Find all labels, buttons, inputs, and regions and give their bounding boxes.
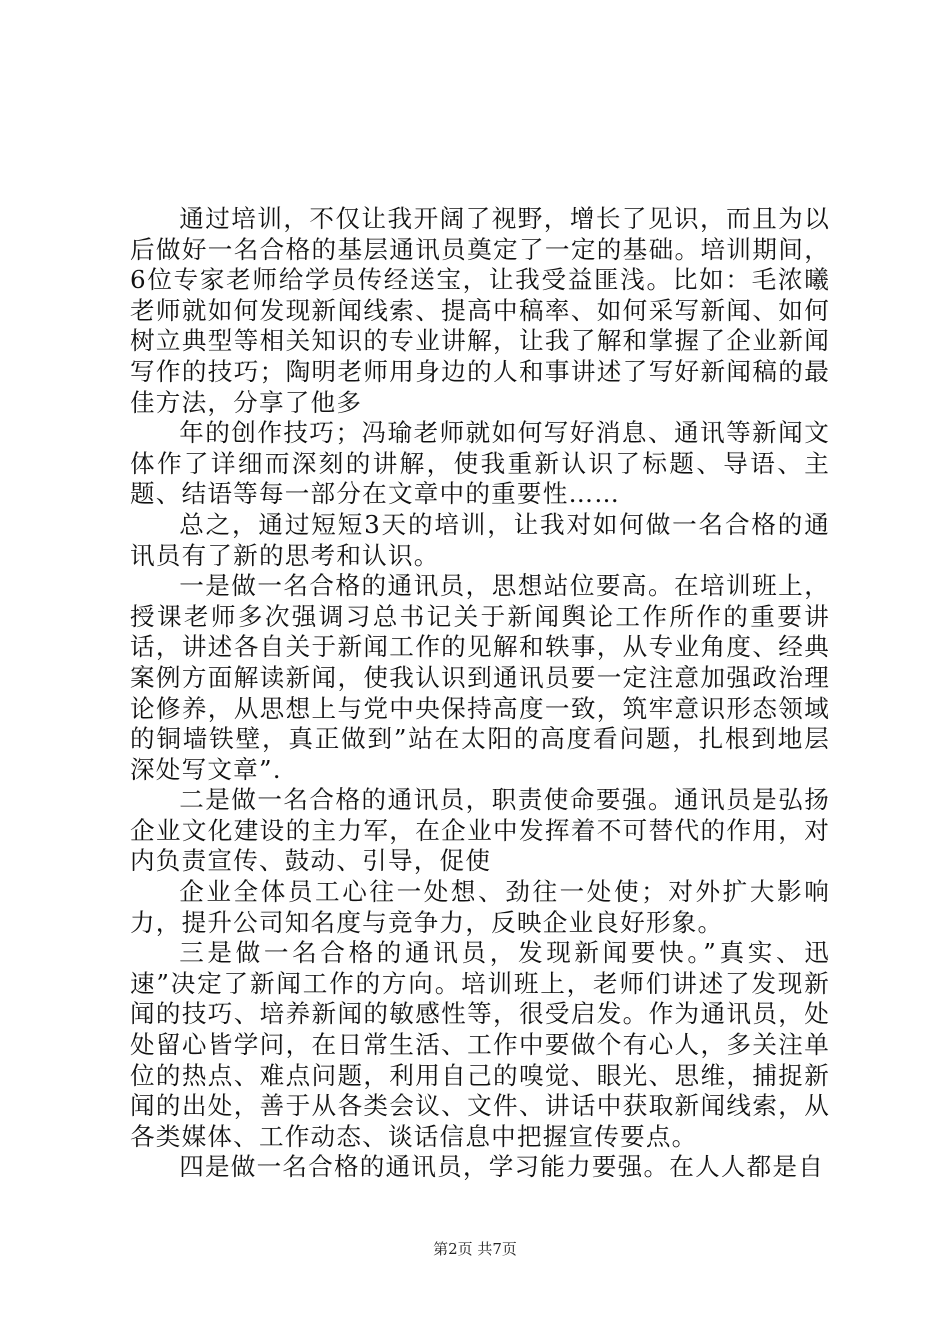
paragraph-point-two: 二是做一名合格的通讯员，职责使命要强。通讯员是弘扬企业文化建设的主力军，在企业中发挥着不可替代的作用，对内负责宣传、鼓动、引导，促使 [130, 785, 830, 876]
paragraph-point-two-continued: 企业全体员工心往一处想、劲往一处使；对外扩大影响力，提升公司知名度与竞争力，反映企业良好形象。 [130, 877, 830, 937]
paragraph-point-three: 三是做一名合格的通讯员，发现新闻要快。”真实、迅速”决定了新闻工作的方向。培训班上，老师们讲述了发现新闻的技巧、培养新闻的敏感性等，很受启发。作为通讯员，处处留心皆学问，在日常生活、工作中要做个有心人，多关注单位的热点、难点问题，利用自己的嗅觉、眼光、思维，捕捉新闻的出处，善于从各类会议、文件、讲话中获取新闻线索，从各类媒体、工作动态、谈话信息中把握宣传要点。 [130, 938, 830, 1151]
page-footer: 第2页 共7页 [433, 1240, 517, 1258]
document-body [130, 204, 830, 1183]
paragraph-creative-skills: 年的创作技巧；冯瑜老师就如何写好消息、通讯等新闻文体作了详细而深刻的讲解，使我重新认识了标题、导语、主题、结语等每一部分在文章中的重要性…… [130, 418, 830, 509]
paragraph-summary: 总之，通过短短3天的培训，让我对如何做一名合格的通讯员有了新的思考和认识。 [130, 509, 830, 570]
paragraph-training-benefits: 通过培训，不仅让我开阔了视野，增长了见识，而且为以后做好一名合格的基层通讯员奠定了一定的基础。培训期间，6位专家老师给学员传经送宝，让我受益匪浅。比如：毛浓曦老师就如何发现新闻线索、提高中稿率、如何采写新闻、如何树立典型等相关知识的专业讲解，让我了解和掌握了企业新闻写作的技巧；陶明老师用身边的人和事讲述了写好新闻稿的最佳方法，分享了他多 [130, 204, 830, 417]
paragraph-point-four: 四是做一名合格的通讯员，学习能力要强。在人人都是自 [179, 1152, 825, 1182]
paragraph-point-one: 一是做一名合格的通讯员，思想站位要高。在培训班上，授课老师多次强调习总书记关于新闻舆论工作所作的重要讲话，讲述各自关于新闻工作的见解和轶事，从专业角度、经典案例方面解读新闻，使我认识到通讯员要一定注意加强政治理论修养，从思想上与党中央保持高度一致，筑牢意识形态领域的铜墙铁壁，真正做到”站在太阳的高度看问题，扎根到地层深处写文章”. [130, 571, 830, 784]
